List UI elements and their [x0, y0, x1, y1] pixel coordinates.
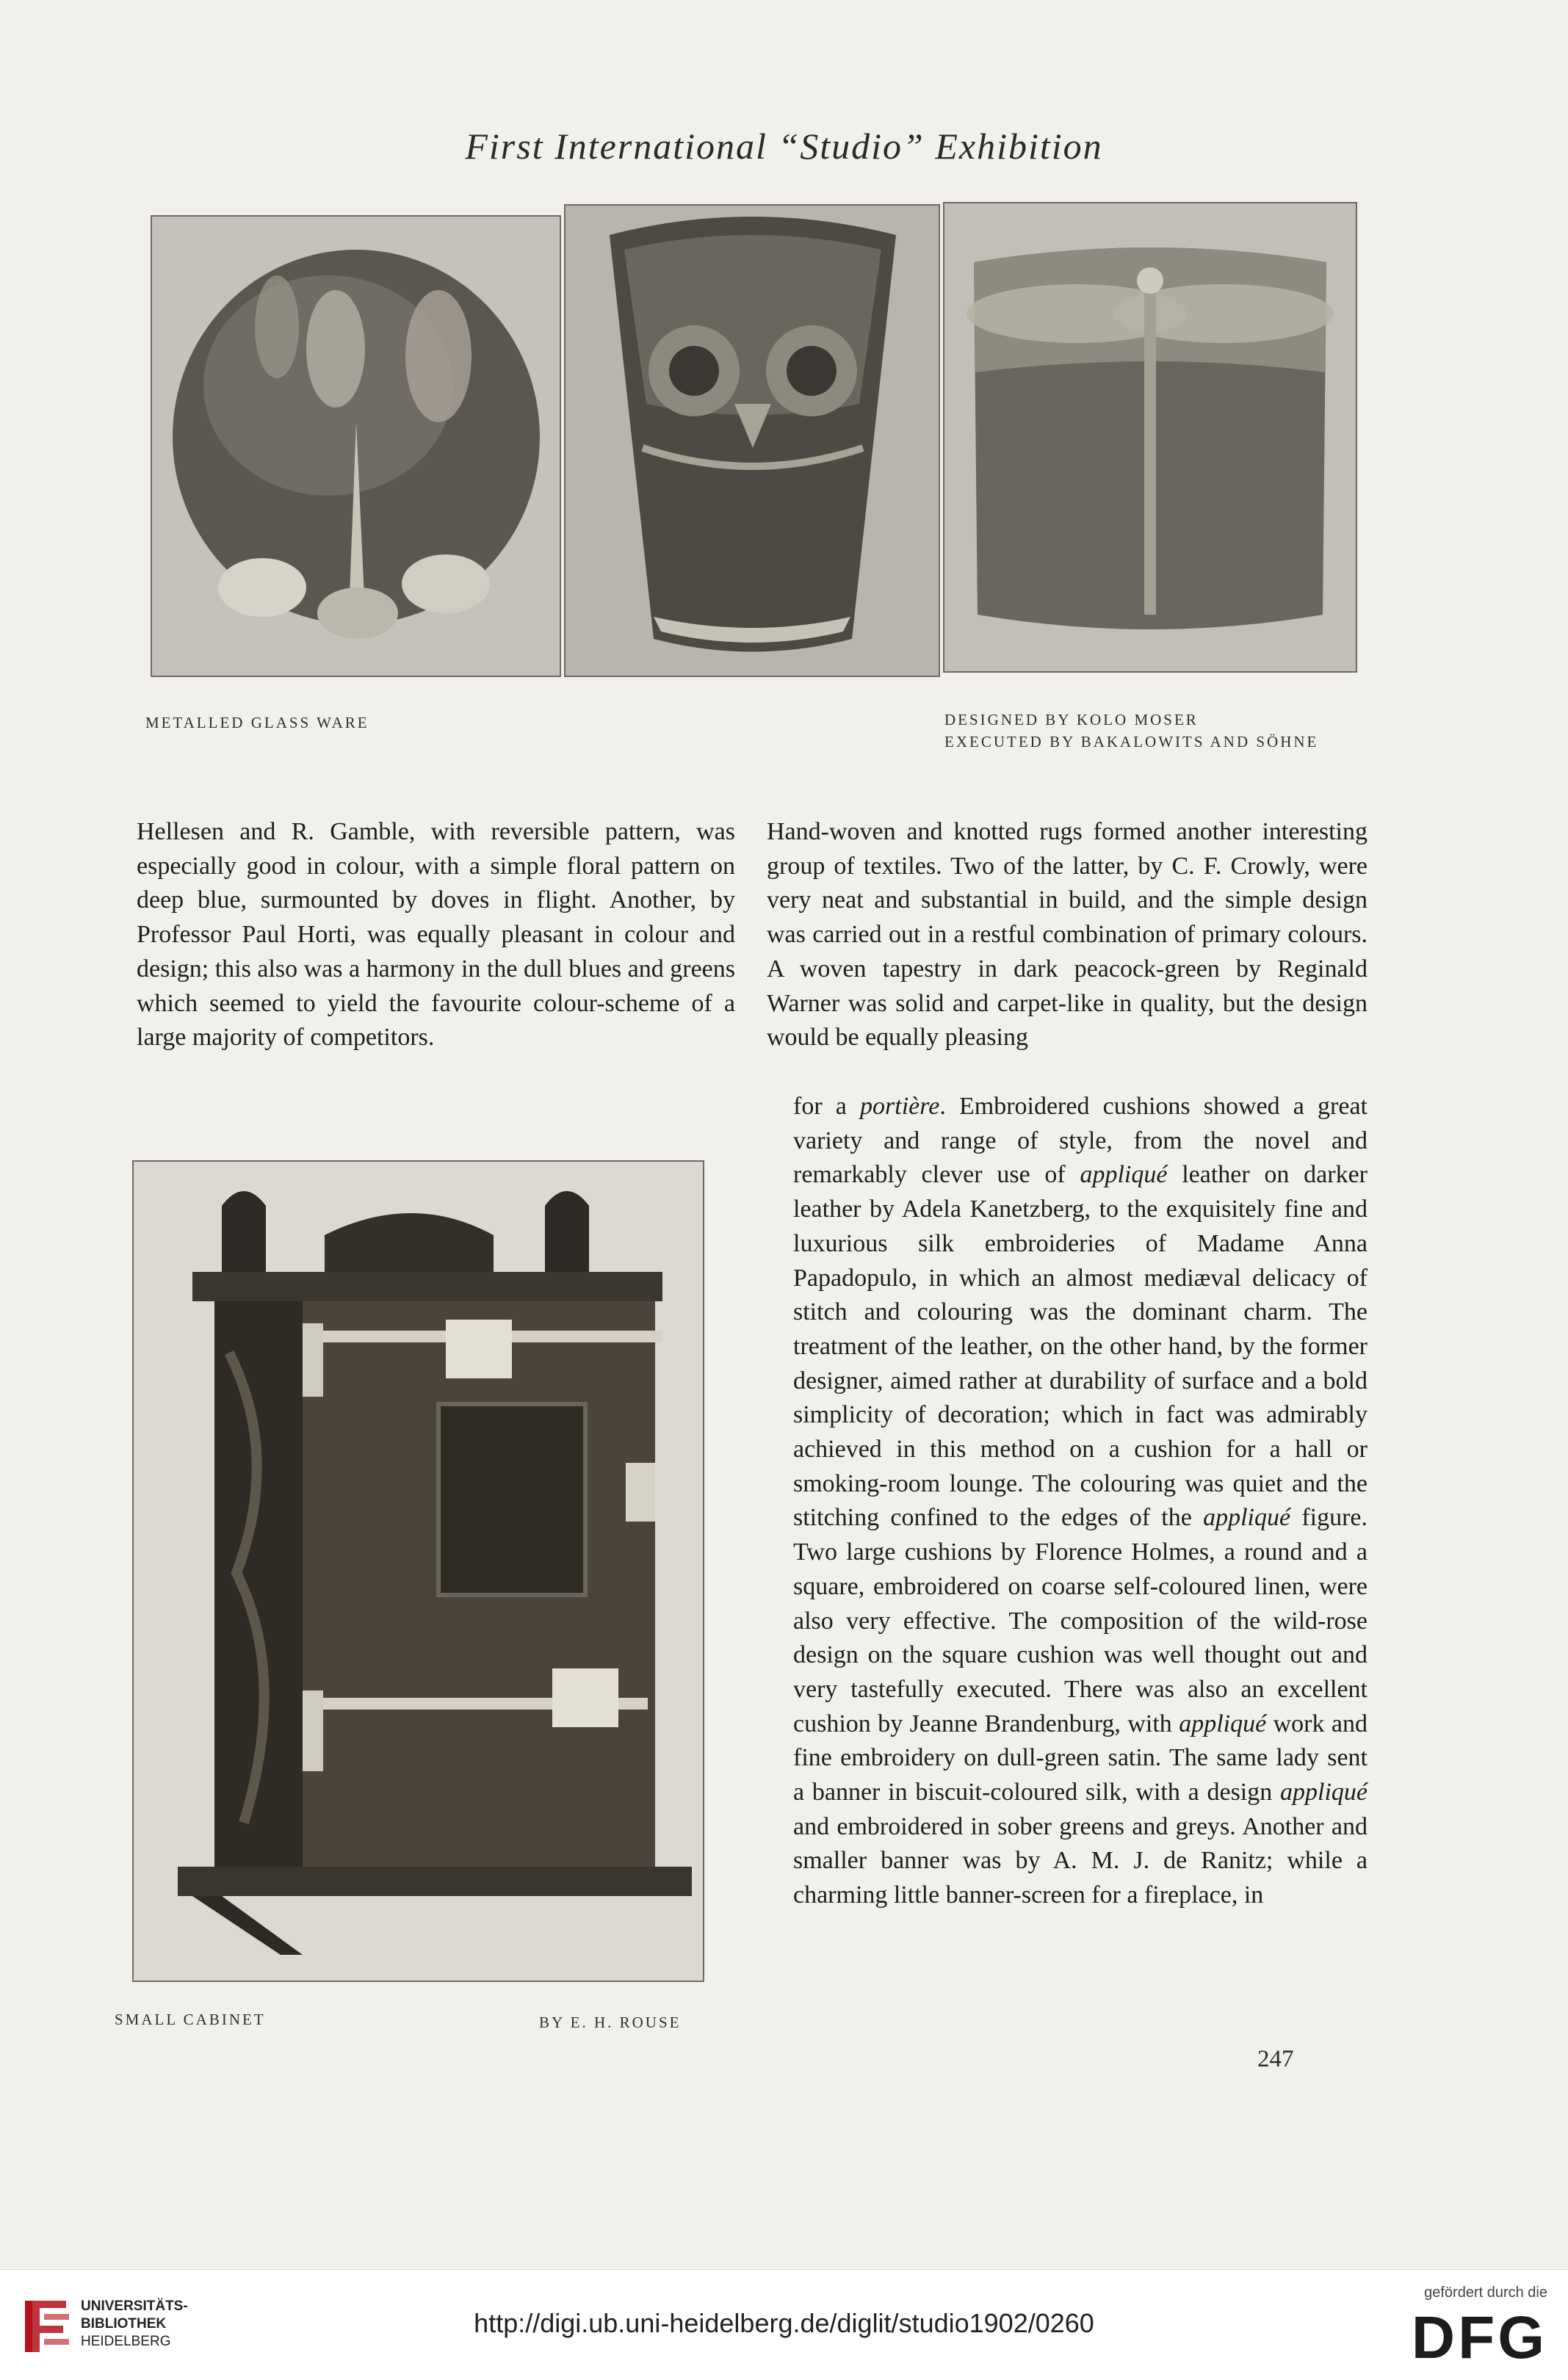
italic-term: appliqué [1203, 1504, 1291, 1532]
italic-term: appliqué [1280, 1779, 1368, 1806]
page-number: 247 [1257, 2046, 1294, 2072]
text-run: work and fine embroidery on dull-green satin. The same lady sent a banner in biscuit-coloured silk, with a design [793, 1710, 1368, 1806]
caption-cabinet-maker: BY E. H. ROUSE [539, 2014, 682, 2031]
body-paragraph-rugs: Hand-woven and knotted rugs formed another interesting group of textiles. Two of the latter, by C. F. Crowly, were very neat and substantial in build, and the simple design was carried out in a restful combination of primary colours. A woven tapestry in dark peacock-green by Reginald Warner was solid and carpet-like in quality, but the design would be equally pleasing [767, 818, 1368, 1052]
vase-photo-left [151, 215, 561, 677]
running-head: First International “Studio” Exhibition [465, 126, 1103, 167]
italic-term: portière [860, 1093, 940, 1120]
left-column [137, 815, 735, 1055]
body-paragraph: Hellesen and R. Gamble, with reversible pattern, was especially good in colour, with a simple floral pattern on deep blue, surmounted by doves in flight. Another, by Professor Paul Horti, was equally pleasant in colour and design; this also was a harmony in the dull blues and greens which seemed to yield the favourite colour-scheme of a large majority of competitors. [137, 818, 735, 1052]
dragonfly-vase-photo [943, 202, 1357, 673]
text-run: . Embroidered cushions showed a great variety and range of style, from the novel and remarkably clever use of [793, 1093, 1368, 1189]
small-cabinet-photo [132, 1160, 704, 1982]
library-name-line: BIBLIOTHEK [81, 2316, 167, 2332]
caption-small-cabinet: SMALL CABINET [115, 2011, 266, 2028]
text-run: figure. Two large cushions by Florence Holmes, a round and a square, embroidered on coarse self-coloured linen, were also very effective. The composition of the wild-rose design on the square cushion was well thought out and very tastefully executed. There was also an excellent cushion by Jeanne Brandenburg, with [793, 1504, 1368, 1737]
italic-term: appliqué [1080, 1161, 1168, 1189]
owl-vase-photo [564, 204, 940, 677]
dfg-logo: DFG [1411, 2304, 1547, 2371]
library-name-line: HEIDELBERG [81, 2334, 171, 2349]
text-run: leather on darker leather by Adela Kanetzberg, to the exquisitely fine and luxurious silk embroideries of Madame Anna Papadopulo, in which an almost mediæval delicacy of stitch and colouring was the dominant charm. The treatment of the leather, on the other hand, by the former designer, aimed rather at durability of surface and a bold simplicity of decoration; which in fact was admirably achieved in this method on a cushion for a hall or smoking-room lounge. The colouring was quiet and the stitching confined to the edges of the [793, 1161, 1368, 1532]
funding-label: gefördert durch die [1424, 2285, 1547, 2301]
text-run: and embroidered in sober greens and greys. Another and smaller banner was by A. M. J. de Ranitz; while a charming little banner-screen for a fireplace, in [793, 1812, 1368, 1909]
caption-executor: EXECUTED BY BAKALOWITS AND SÖHNE [944, 733, 1319, 750]
permalink-url[interactable]: http://digi.ub.uni-heidelberg.de/diglit/studio1902/0260 [474, 2308, 1094, 2338]
body-paragraph-cushions [793, 1090, 1368, 1913]
right-column-continued [793, 1090, 1368, 1913]
italic-term: appliqué [1179, 1710, 1267, 1737]
right-column-top [767, 815, 1368, 1055]
text-run: for a [793, 1093, 861, 1120]
digitization-footer [0, 2269, 1568, 2380]
library-name-line: UNIVERSITÄTS- [81, 2298, 188, 2314]
caption-designer: DESIGNED BY KOLO MOSER [944, 711, 1199, 728]
caption-metalled-glass: METALLED GLASS WARE [145, 714, 369, 731]
